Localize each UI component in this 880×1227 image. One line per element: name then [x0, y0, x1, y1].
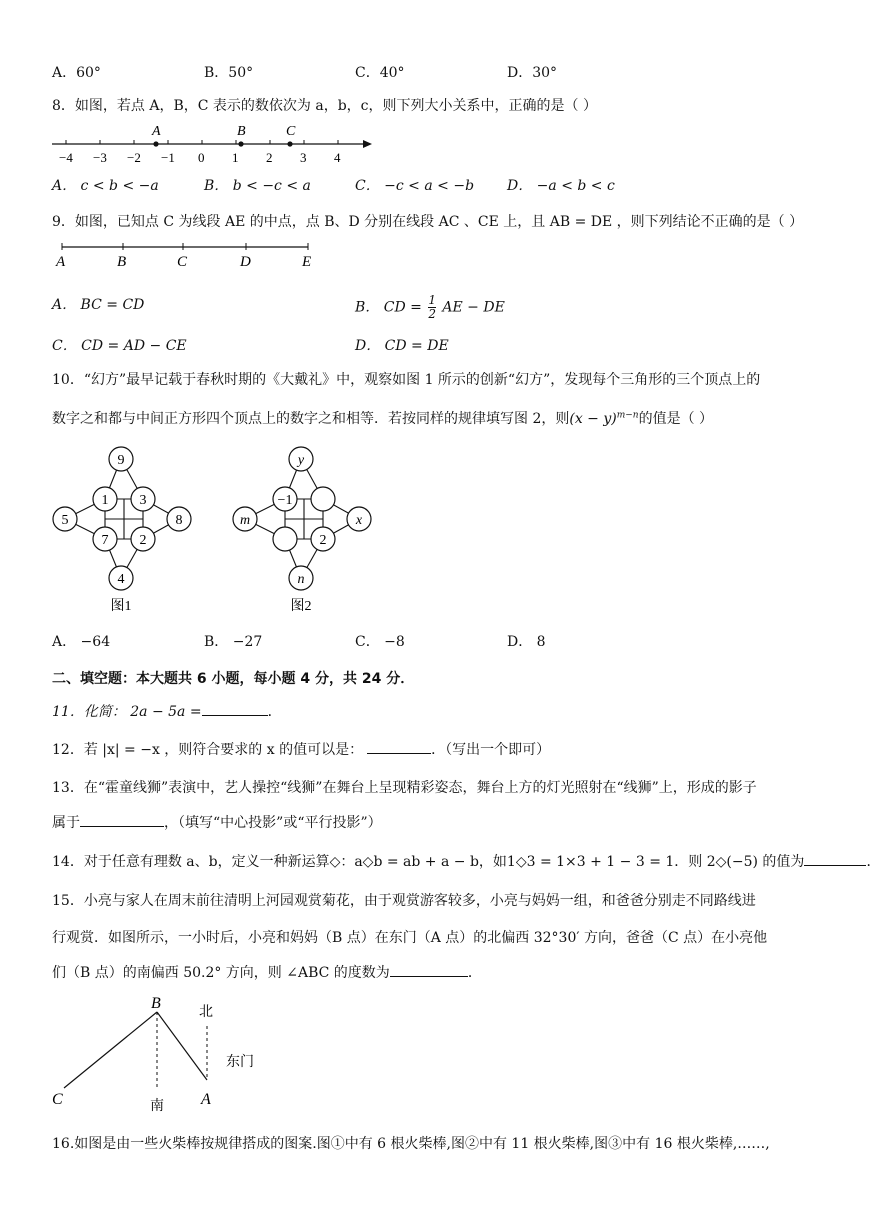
q8-option-a: A． c < b < −a — [52, 178, 159, 194]
q15-direction-figure — [44, 990, 284, 1114]
q16: 16.如图是由一些火柴棒按规律搭成的图案.图①中有 6 根火柴棒,图②中有 11 根火柴棒,图③中有 16 根火柴棒,……, — [52, 1136, 770, 1152]
label-b: B — [151, 995, 161, 1012]
q14-blank[interactable] — [804, 851, 866, 866]
tick-label: 3 — [300, 150, 307, 165]
q15-line2: 行观赏．如图所示，一小时后，小亮和妈妈（B 点）在东门（A 点）的北偏西 32°30′ 方向，爸爸（C 点）在小亮他 — [52, 930, 768, 946]
q12-blank[interactable] — [367, 739, 431, 754]
node-value-bottom: 4 — [117, 572, 125, 587]
tick-label: −1 — [161, 150, 175, 165]
q13-blank[interactable] — [80, 812, 164, 827]
label-north: 北 — [199, 1005, 213, 1020]
node-circle-tr — [311, 487, 335, 511]
q15-line3: 们（B 点）的南偏西 50.2° 方向，则 ∠ABC 的度数为 ． — [52, 962, 482, 982]
node-value-left: 5 — [61, 513, 69, 528]
q7-option-a: A．60° — [52, 65, 101, 81]
q9-segment-figure — [50, 236, 330, 270]
node-value-br: 2 — [139, 533, 147, 548]
q11-blank[interactable] — [202, 701, 268, 716]
node-value-bottom: n — [297, 572, 305, 587]
node-value-br: 2 — [319, 533, 327, 548]
q8-option-d: D． −a < b < c — [507, 178, 615, 194]
node-value-bl: 7 — [101, 533, 109, 548]
q11: 11．化简： 2a − 5a = ． — [52, 701, 282, 721]
point-a-label: A — [152, 124, 161, 139]
label-a: A — [201, 1091, 211, 1108]
q10-line2: 数字之和都与中间正方形四个顶点上的数字之和相等．若按同样的规律填写图 2，则$(x - y)^{m-n}$的值是（ ） — [52, 410, 714, 427]
q10-magic-figures — [44, 442, 394, 618]
node-value-top: 9 — [117, 453, 125, 468]
tick-label: −4 — [59, 150, 73, 165]
seg-label-d: D — [240, 254, 251, 270]
point-b-label: B — [237, 124, 246, 139]
tick-label: 1 — [232, 150, 239, 165]
q9-option-b — [355, 294, 505, 321]
q8-stem: 8．如图，若点 A，B，C 表示的数依次为 a，b，c，则下列大小关系中，正确的是（ ） — [52, 98, 597, 114]
seg-label-c: C — [177, 254, 188, 270]
arrow-icon — [363, 140, 372, 148]
tick-label: −2 — [127, 150, 141, 165]
node-value-left: m — [239, 513, 251, 528]
q9-option-d: D． CD = DE — [355, 338, 449, 354]
node-circle-bl — [273, 527, 297, 551]
tick-label: 2 — [266, 150, 273, 165]
point-c-dot — [287, 141, 292, 146]
q13-line2: 属于 ，（填写“中心投影”或“平行投影”） — [52, 812, 382, 832]
node-value-tl: 1 — [101, 493, 109, 508]
q13-line1: 13．在“霍童线狮”表演中，艺人操控“线狮”在舞台上呈现精彩姿态，舞台上方的灯光照射在“线狮”上，形成的影子 — [52, 780, 757, 796]
q14: 14．对于任意有理数 a、b，定义一种新运算◇：a◇b = ab + a − b，如1◇3 = 1×3 + 1 − 3 = 1．则 2◇(−5) 的值为 ． — [52, 851, 880, 871]
q10-expression: (x − y) — [569, 411, 617, 427]
label-c: C — [52, 1091, 63, 1108]
node-value-right: x — [355, 513, 363, 528]
point-b-dot — [238, 141, 243, 146]
label-east-gate: 东门 — [226, 1055, 254, 1070]
figure-1 — [53, 447, 191, 614]
figure-caption: 图2 — [290, 599, 312, 614]
seg-label-e: E — [302, 254, 312, 270]
q8-option-c: C． −c < a < −b — [355, 178, 475, 194]
section-2-heading: 二、填空题：本大题共 6 小题，每小题 4 分，共 24 分． — [52, 671, 415, 687]
q8-option-b: B． b < −c < a — [204, 178, 311, 194]
node-value-right: 8 — [175, 513, 183, 528]
q10-option-a: A． −64 — [52, 634, 111, 650]
q12: 12．若 |x| = −x ，则符合要求的 x 的值可以是： ．（写出一个即可） — [52, 739, 550, 759]
q9-stem: 9．如图，已知点 C 为线段 AE 的中点，点 B、D 分别在线段 AC 、CE 上，且 AB = DE ，则下列结论不正确的是（ ） — [52, 214, 804, 230]
tick-label: 4 — [334, 150, 341, 165]
q7-option-d: D．30° — [507, 65, 558, 81]
point-a-dot — [153, 141, 158, 146]
figure-2 — [233, 447, 371, 614]
fraction-half: $\frac{1}{2}$ — [428, 293, 436, 321]
q9-option-b-suffix: AE − DE — [442, 299, 505, 316]
figure-caption: 图1 — [110, 599, 132, 614]
q9-option-a: A． BC = CD — [52, 297, 145, 313]
tick-label: 0 — [198, 150, 205, 165]
q9-option-b-prefix: B． CD = — [355, 299, 422, 316]
q10-option-d: D． 8 — [507, 634, 546, 650]
q15-blank[interactable] — [390, 962, 468, 977]
node-value-top: y — [297, 453, 305, 468]
point-c-label: C — [286, 124, 296, 139]
q10-exponent: m−n — [616, 410, 639, 421]
label-south: 南 — [150, 1099, 164, 1114]
q7-option-c: C．40° — [355, 65, 405, 81]
seg-label-a: A — [56, 254, 66, 270]
tick-label: −3 — [93, 150, 107, 165]
q7-option-b: B．50° — [204, 65, 254, 81]
q15-line1: 15．小亮与家人在周末前往清明上河园观赏菊花，由于观赏游客较多，小亮与妈妈一组，和爸爸分别走不同路线进 — [52, 893, 756, 909]
node-value-tr: 3 — [139, 493, 147, 508]
seg-label-b: B — [117, 254, 127, 270]
q10-option-b: B． −27 — [204, 634, 263, 650]
q10-line1: 10．“幻方”最早记载于春秋时期的《大戴礼》中，观察如图 1 所示的创新“幻方”，发现每个三角形的三个顶点上的 — [52, 372, 761, 388]
q9-option-c: C． CD = AD − CE — [52, 338, 187, 354]
q10-option-c: C． −8 — [355, 634, 405, 650]
node-value-tl: −1 — [277, 493, 293, 508]
q8-number-line — [48, 118, 378, 168]
